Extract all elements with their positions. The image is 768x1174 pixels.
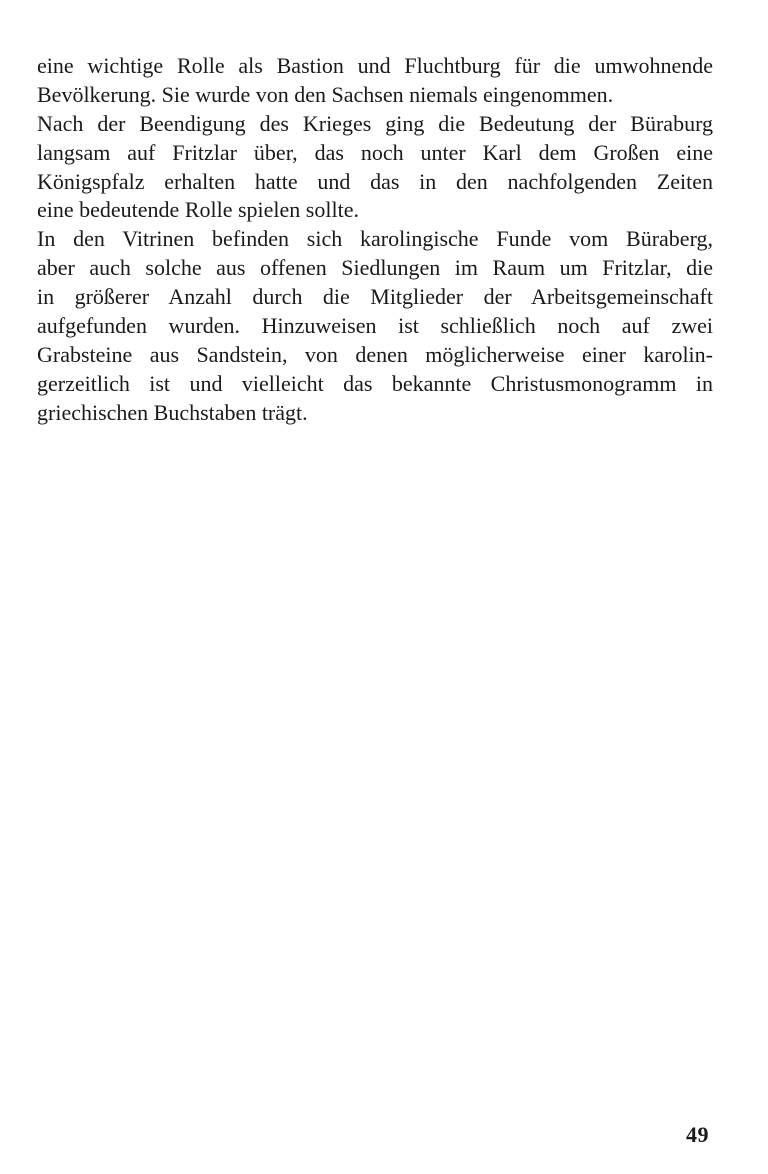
text-line: In den Vitrinen befinden sich karolingische Funde vom Büraberg, (37, 226, 713, 252)
text-line: eine bedeutende Rolle spielen sollte. (37, 197, 359, 223)
text-line: langsam auf Fritzlar über, das noch unter Karl dem Großen eine (37, 139, 713, 165)
text-line: aufgefunden wurden. Hinzuweisen ist schließlich noch auf zwei (37, 313, 713, 339)
text-line: Nach der Beendigung des Krieges ging die Bedeutung der Büraburg (37, 110, 713, 136)
text-line: gerzeitlich ist und vielleicht das bekannte Christusmonogramm in (37, 370, 713, 396)
text-line: griechischen Buchstaben trägt. (37, 399, 308, 425)
text-line: in größerer Anzahl durch die Mitglieder der Arbeitsgemeinschaft (37, 284, 713, 310)
paragraph-3 (37, 225, 713, 427)
paragraph-1 (37, 52, 713, 110)
text-line: eine wichtige Rolle als Bastion und Fluchtburg für die umwohnende (37, 53, 713, 78)
text-line: Bevölkerung. Sie wurde von den Sachsen niemals eingenommen. (37, 81, 614, 107)
text-line: Königspfalz erhalten hatte und das in den nachfolgenden Zeiten (37, 168, 713, 194)
page-number: 49 (686, 1122, 709, 1147)
text-line: Grabsteine aus Sandstein, von denen möglicherweise einer karolin- (37, 341, 713, 367)
text-line: aber auch solche aus offenen Siedlungen im Raum um Fritzlar, die (37, 255, 713, 281)
body-text (37, 52, 713, 428)
paragraph-2 (37, 110, 713, 226)
